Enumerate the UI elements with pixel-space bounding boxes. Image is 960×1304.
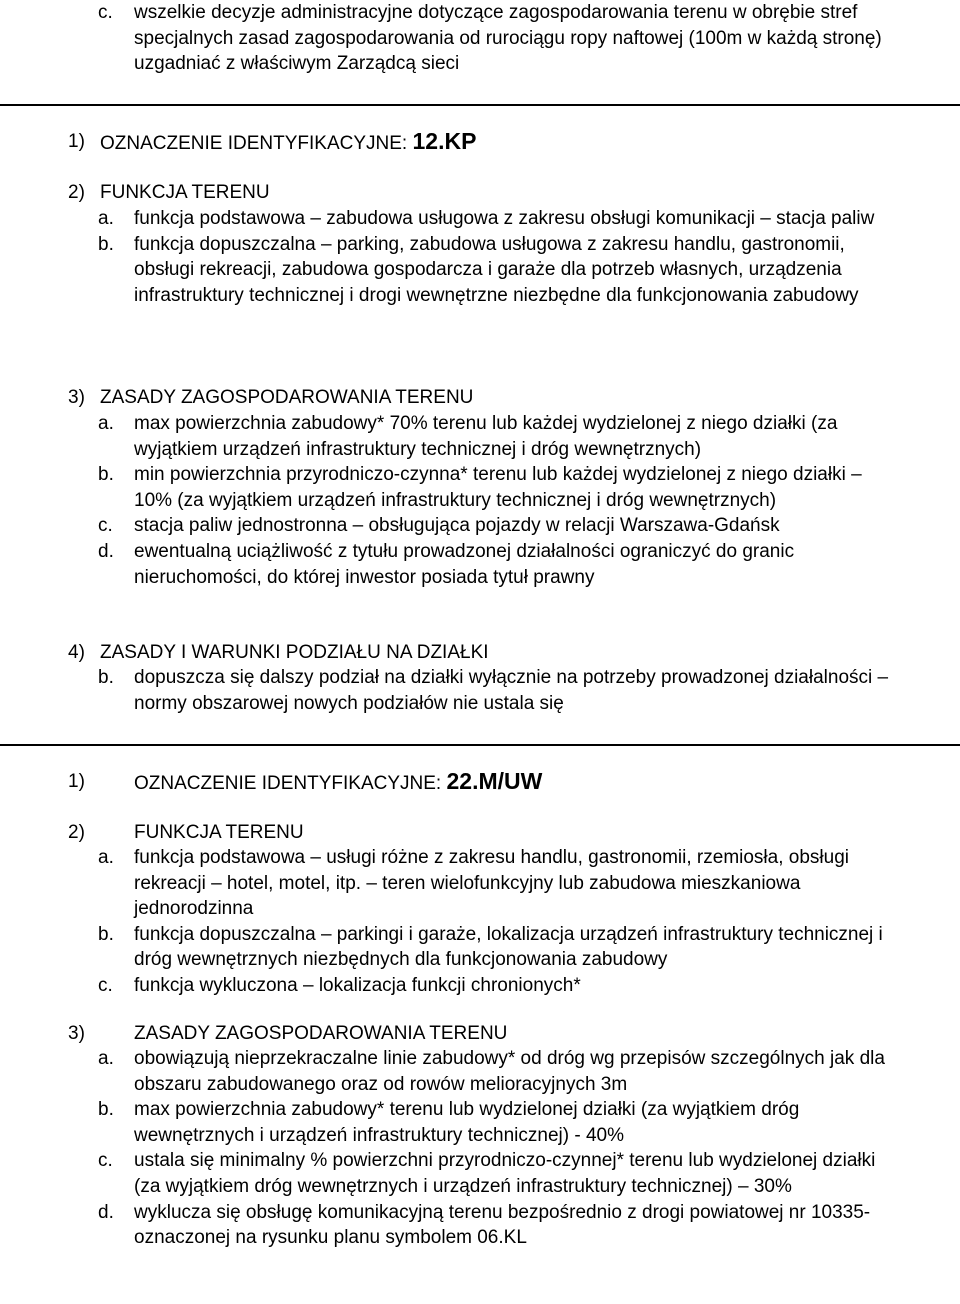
item-marker: b. xyxy=(98,923,114,945)
list-item xyxy=(0,922,894,973)
heading-number: 3) xyxy=(68,1023,85,1044)
heading-label: ZASADY ZAGOSPODAROWANIA TERENU xyxy=(134,1023,508,1044)
item-text: min powierzchnia przyrodniczo-czynna* terenu lub każdej wydzielonej z niego działki – 10% (za wyjątkiem urządzeń infrastruktury technicznej i dróg wewnętrznych) xyxy=(134,464,862,511)
item-text: funkcja dopuszczalna – parking, zabudowa usługowa z zakresu handlu, gastronomii, obsługi rekreacji, zabudowa gospodarcza i garaże dla potrzeb własnych, urządzenia infrastruktury technicznej i drogi wewnętrzne niezbędne dla funkcjonowania zabudowy xyxy=(134,233,859,306)
item-text: funkcja wykluczona – lokalizacja funkcji chronionych* xyxy=(134,974,581,996)
heading-number: 4) xyxy=(68,642,85,663)
list-item xyxy=(0,0,894,77)
item-marker: d. xyxy=(98,540,114,562)
list-item xyxy=(0,462,894,513)
heading-label: FUNKCJA TERENU xyxy=(100,182,270,203)
item-text: max powierzchnia zabudowy* terenu lub wydzielonej działki (za wyjątkiem dróg wewnętrznych i urządzeń infrastruktury technicznej) - 40% xyxy=(134,1099,800,1146)
item-marker: b. xyxy=(98,464,114,486)
heading-text xyxy=(100,129,476,157)
heading-label: OZNACZENIE IDENTYFIKACYJNE: xyxy=(100,133,408,154)
item-marker: a. xyxy=(98,1048,114,1069)
item-text: funkcja dopuszczalna – parkingi i garaże, lokalizacja urządzeń infrastruktury technicznej i dróg wewnętrznych niezbędnych dla funkcjonowania zabudowy xyxy=(134,923,883,971)
heading-label: ZASADY ZAGOSPODAROWANIA TERENU xyxy=(100,387,474,408)
item-text: wszelkie decyzje administracyjne dotyczące zagospodarowania terenu w obrębie stref specjalnych zasad zagospodarowania od rurociągu ropy naftowej (100m w każdą stronę) uzgadniać z właściwym Zarządcą sieci xyxy=(134,2,882,75)
heading-number: 2) xyxy=(68,182,85,203)
item-text: stacja paliw jednostronna – obsługująca pojazdy w relacji Warszawa-Gdańsk xyxy=(134,515,780,537)
heading-label: FUNKCJA TERENU xyxy=(134,822,304,843)
list-item xyxy=(0,1046,894,1097)
s1-funkcja-list xyxy=(0,206,960,308)
item-text: obowiązują nieprzekraczalne linie zabudowy* od dróg wg przepisów szczególnych jak dla obszaru zabudowanego oraz od rowów melioracyjnych 3m xyxy=(134,1048,885,1095)
item-text: funkcja podstawowa – zabudowa usługowa z zakresu obsługi komunikacji – stacja paliw xyxy=(134,208,875,229)
s1-podzial-list xyxy=(0,665,960,716)
item-text: ustala się minimalny % powierzchni przyrodniczo-czynnej* terenu lub wydzielonej działki (za wyjątkiem dróg wewnętrznych i urządzeń infrastruktury technicznej) – 30% xyxy=(134,1150,876,1197)
heading-number: 1) xyxy=(68,131,85,152)
item-marker: a. xyxy=(98,847,114,868)
item-marker: a. xyxy=(98,413,114,434)
item-marker: c. xyxy=(98,515,113,537)
list-item xyxy=(0,1097,894,1148)
heading-label: ZASADY I WARUNKI PODZIAŁU NA DZIAŁKI xyxy=(100,642,489,663)
s2-funkcja-list xyxy=(0,845,960,999)
heading-number: 3) xyxy=(68,387,85,408)
list-item xyxy=(0,411,894,462)
list-item xyxy=(0,1148,894,1199)
heading-number: 2) xyxy=(68,822,85,843)
item-text: max powierzchnia zabudowy* 70% terenu lub każdej wydzielonej z niego działki (za wyjątkiem urządzeń infrastruktury technicznej i dróg wewnętrznych) xyxy=(134,413,838,460)
s1-zasady-list xyxy=(0,411,960,590)
item-marker: b. xyxy=(98,233,114,255)
heading-number: 1) xyxy=(68,771,85,792)
item-marker: c. xyxy=(98,1150,113,1172)
list-item xyxy=(0,539,894,590)
area-code: 22.M/UW xyxy=(446,768,543,794)
list-item xyxy=(0,665,894,716)
item-text: funkcja podstawowa – usługi różne z zakresu handlu, gastronomii, rzemiosła, obsługi rekreacji – hotel, motel, itp. – teren wielofunkcyjny lub zabudowa mieszkaniowa jednorodzinna xyxy=(134,847,849,920)
item-text: dopuszcza się dalszy podział na działki wyłącznie na potrzeby prowadzonej działalności – normy obszarowej nowych podziałów nie ustala się xyxy=(134,667,889,714)
item-marker: b. xyxy=(98,667,114,688)
item-marker: d. xyxy=(98,1201,114,1223)
area-code: 12.KP xyxy=(412,128,477,154)
list-item xyxy=(0,513,894,539)
section-divider xyxy=(0,104,960,106)
heading-text xyxy=(134,769,542,797)
item-marker: a. xyxy=(98,208,114,229)
heading-label: OZNACZENIE IDENTYFIKACYJNE: xyxy=(134,773,442,794)
item-marker: b. xyxy=(98,1099,114,1121)
top-item-c xyxy=(0,0,960,77)
item-text: ewentualną uciążliwość z tytułu prowadzonej działalności ograniczyć do granic nieruchomości, do której inwestor posiada tytuł prawny xyxy=(134,540,795,588)
s2-zasady-list xyxy=(0,1046,960,1251)
list-item xyxy=(0,1200,894,1251)
list-item xyxy=(0,845,894,922)
section-divider xyxy=(0,744,960,746)
item-marker: c. xyxy=(98,2,113,23)
list-item xyxy=(0,206,894,232)
list-item xyxy=(0,973,894,999)
item-text: wyklucza się obsługę komunikacyjną terenu bezpośrednio z drogi powiatowej nr 10335-oznaczonej na rysunku planu symbolem 06.KL xyxy=(134,1201,871,1249)
item-marker: c. xyxy=(98,974,113,996)
list-item xyxy=(0,232,894,309)
